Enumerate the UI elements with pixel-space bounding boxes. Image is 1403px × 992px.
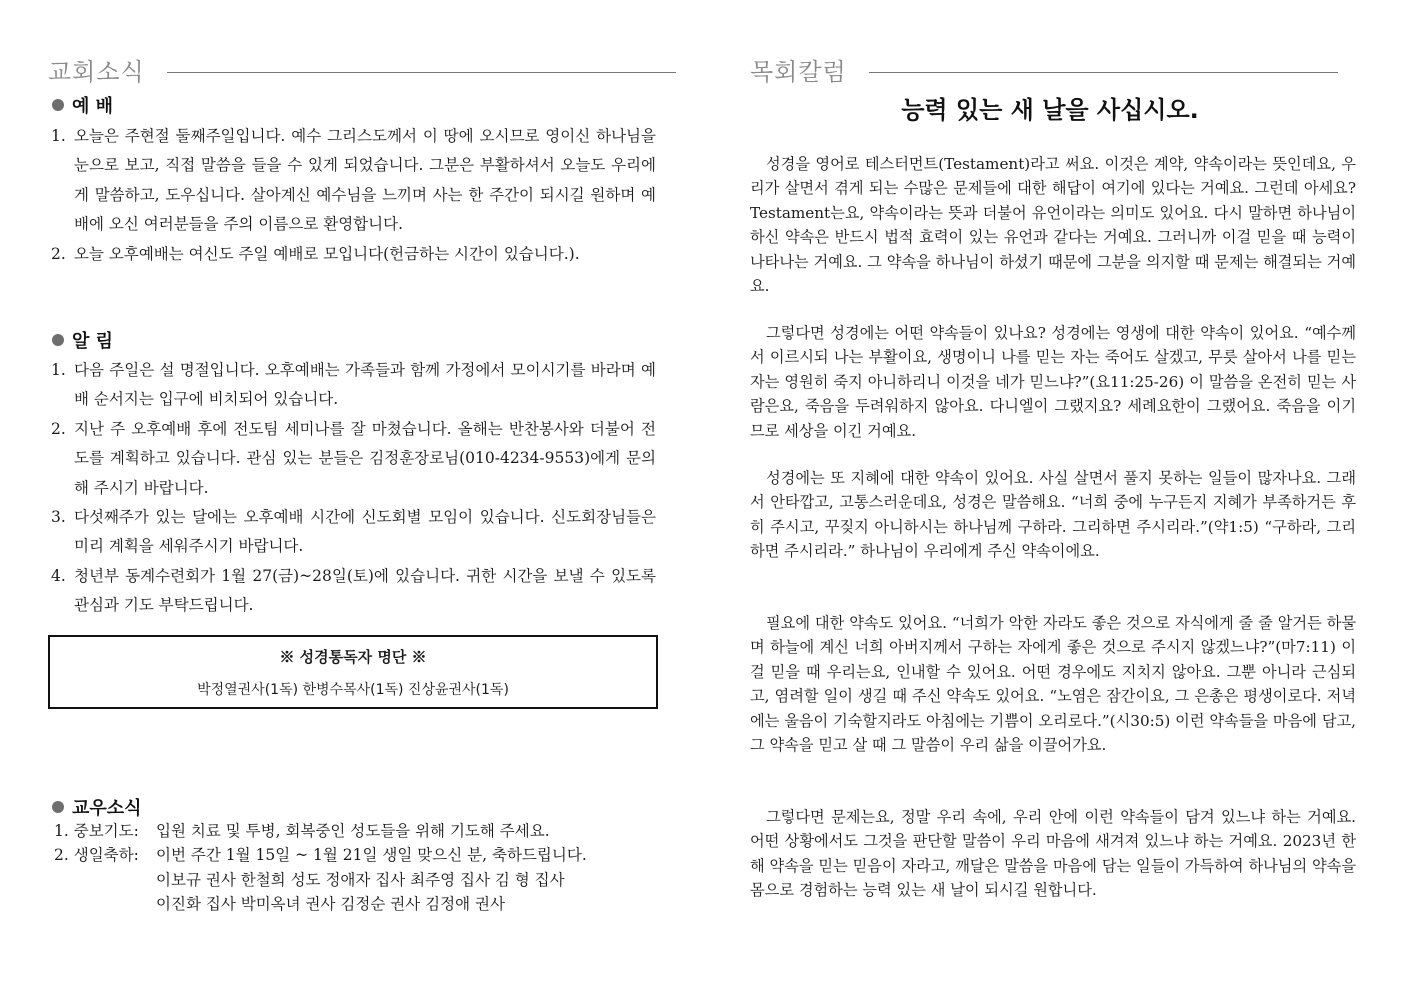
list-item	[48, 503, 656, 562]
list-item	[48, 356, 656, 415]
item-text: 다음 주일은 설 명절입니다. 오후예배는 가족들과 함께 가정에서 모이시기를 바라며 예배 순서지는 입구에 비치되어 있습니다.	[74, 361, 656, 409]
item-number: 1.	[51, 127, 66, 145]
notice-heading-label: 알 림	[72, 331, 114, 352]
item-text: 지난 주 오후예배 후에 전도팀 세미나를 잘 마쳤습니다. 올해는 반찬봉사와 더불어 전도를 계획하고 있습니다. 관심 있는 분들은 김정훈장로님(010-4234-9553)에게 문의해 주시기 바랍니다.	[74, 419, 656, 497]
item-text: 오늘은 주현절 둘째주일입니다. 예수 그리스도께서 이 땅에 오시므로 영이신 하나님을 눈으로 보고, 직접 말씀을 들을 수 있게 되었습니다. 그분은 부활하셔서 오늘도 우리에게 말씀하고, 도우십니다. 살아계신 예수님을 느끼며 사는 한 주간이 되시길 원하며 예배에 오신 여러분들을 주의 이름으로 환영합니다.	[74, 127, 656, 234]
birthday-names: 이진화 집사 박미옥녀 권사 김정순 권사 김정애 권사	[156, 895, 505, 913]
item-number: 2.	[51, 419, 66, 438]
worship-list	[48, 122, 656, 269]
list-item	[48, 415, 656, 503]
notice-list	[48, 356, 656, 621]
column-headline: 능력 있는 새 날을 사십시오.	[901, 96, 1199, 124]
pastor-column-header	[750, 52, 1338, 86]
bullet-icon	[52, 334, 64, 346]
church-news-title: 교회소식	[48, 57, 145, 86]
bullet-icon	[52, 99, 64, 111]
item-number: 4.	[51, 566, 66, 585]
header-rule	[167, 72, 676, 73]
birthday-label: 2. 생일축하:	[54, 846, 139, 864]
bible-readers-title: ※ 성경통독자 명단 ※	[279, 648, 427, 666]
notice-heading	[52, 327, 113, 353]
bullet-icon	[52, 801, 64, 813]
bible-readers-names: 박정열권사(1독) 한병수목사(1독) 진상윤권사(1독)	[197, 682, 509, 698]
item-number: 1.	[51, 361, 66, 379]
members-heading	[52, 794, 142, 820]
worship-heading	[52, 92, 113, 118]
list-item	[48, 562, 656, 621]
list-item	[48, 122, 656, 240]
worship-heading-label: 예 배	[72, 96, 114, 117]
prayer-text: 입원 치료 및 투병, 회복중인 성도들을 위해 기도해 주세요.	[156, 822, 550, 840]
column-paragraph: 그렇다면 성경에는 어떤 약속들이 있나요? 성경에는 영생에 대한 약속이 있어요. “예수께서 이르시되 나는 부활이요, 생명이니 나를 믿는 자는 죽어도 살겠고, 무릇 살아서 나를 믿는 자는 영원히 죽지 아니하리니 이것을 네가 믿느냐?”(요11:25-26) 이 말씀을 온전히 믿는 사람은요, 죽음을 두려워하지 않아요. 다니엘이 그랬지요? 세례요한이 그랬어요. 죽음을 이기므로 세상을 이긴 거예요.	[750, 324, 1356, 440]
members-heading-label: 교우소식	[72, 798, 142, 819]
header-rule	[869, 72, 1338, 73]
church-news-header	[48, 52, 676, 86]
item-number: 3.	[51, 508, 66, 527]
bible-readers-box	[48, 635, 658, 709]
column-paragraph: 성경을 영어로 테스터먼트(Testament)라고 써요. 이것은 계약, 약속이라는 뜻인데요, 우리가 살면서 겪게 되는 수많은 문제들에 대한 해답이 여기에 있다는 거예요. 그런데 아세요? Testament는요, 약속이라는 뜻과 더불어 유언이라는 의미도 있어요. 다시 말하면 하나님이 하신 약속은 반드시 법적 효력이 있는 유언과 같다는 거예요. 그러니까 이걸 믿을 때 능력이 나타나는 거예요. 그 약속을 하나님이 하셨기 때문에 그분을 의지할 때 문제는 해결되는 거예요.	[750, 155, 1356, 296]
column-paragraph: 그렇다면 문제는요, 정말 우리 속에, 우리 안에 이런 약속들이 담겨 있느냐 하는 거예요. 어떤 상황에서도 그것을 판단할 말씀이 우리 마음에 새겨져 있느냐 하는 거예요. 2023년 한 해 약속을 믿는 믿음이 자라고, 깨달은 말씀을 마음에 담는 일들이 가득하여 하나님의 약속을 몸으로 경험하는 능력 있는 새 날이 되시길 원합니다.	[750, 808, 1356, 900]
column-paragraph: 성경에는 또 지혜에 대한 약속이 있어요. 사실 살면서 풀지 못하는 일들이 많자나요. 그래서 안타깝고, 고통스러운데요, 성경은 말씀해요. “너희 중에 누구든지 지혜가 부족하거든 후히 주시고, 꾸짖지 아니하시는 하나님께 구하라. 그리하면 주시리라.”(약1:5) “구하라, 그리하면 주시리라.” 하나님이 우리에게 주신 약속이에요.	[750, 469, 1356, 561]
prayer-label: 1. 중보기도:	[54, 822, 139, 840]
item-text: 청년부 동계수련회가 1월 27(금)~28일(토)에 있습니다. 귀한 시간을 보낼 수 있도록 관심과 기도 부탁드립니다.	[74, 566, 656, 615]
item-text: 다섯째주가 있는 달에는 오후예배 시간에 신도회별 모임이 있습니다. 신도회장님들은 미리 계획을 세워주시기 바랍니다.	[74, 508, 656, 556]
item-number: 2.	[51, 244, 66, 263]
pastor-column-title: 목회칼럼	[750, 57, 847, 86]
item-text: 오늘 오후예배는 여신도 주일 예배로 모입니다(헌금하는 시간이 있습니다.).	[74, 244, 580, 263]
prayer-request	[54, 819, 550, 844]
birthday-greeting	[54, 843, 587, 917]
birthday-text: 이번 주간 1월 15일 ~ 1월 21일 생일 맞으신 분, 축하드립니다.	[156, 846, 587, 864]
column-paragraph: 필요에 대한 약속도 있어요. “너희가 악한 자라도 좋은 것으로 자식에게 줄 줄 알거든 하물며 하늘에 계신 너희 아버지께서 구하는 자에게 좋은 것으로 주시지 않겠느냐?”(마7:11) 이걸 믿을 때 우리는요, 인내할 수 있어요. 어떤 경우에도 지치지 않아요. 그뿐 아니라 근심되고, 염려할 일이 생길 때 주신 약속도 있어요. “노염은 잠간이요, 그 은총은 평생이로다. 저녁에는 울음이 기숙할지라도 아침에는 기쁨이 오리로다.”(시30:5) 이런 약속들을 마음에 담고, 그 약속을 믿고 살 때 그 말씀이 우리 삶을 이끌어가요.	[750, 614, 1356, 755]
birthday-names: 이보규 권사 한철희 성도 정애자 집사 최주영 집사 김 형 집사	[156, 870, 565, 889]
list-item	[48, 240, 656, 269]
